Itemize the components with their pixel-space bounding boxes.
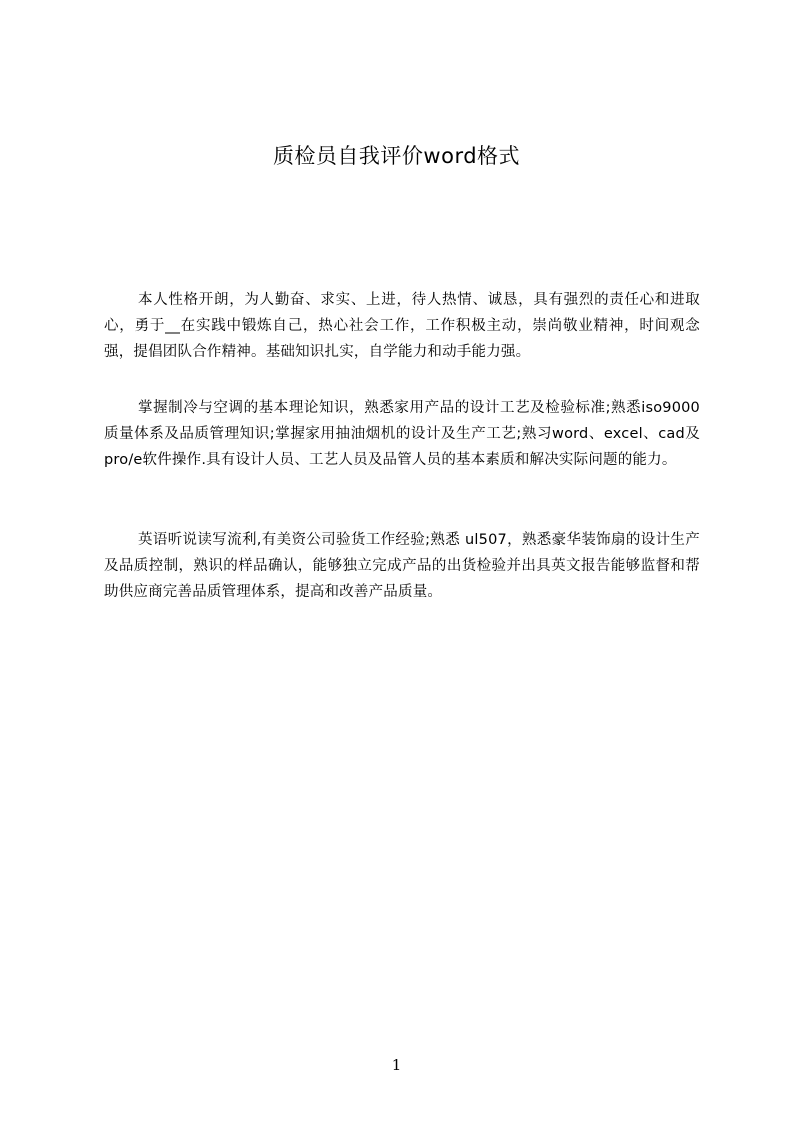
paragraph-experience: 英语听说读写流利,有美资公司验货工作经验;熟悉 ul507，熟悉豪华装饰扇的设计生产及品质控制，熟识的样品确认，能够独立完成产品的出货检验并出具英文报告能够监督和帮助供应商完善品质管理体系，提高和改善产品质量。 bbox=[104, 532, 700, 600]
paragraph-personality: 本人性格开朗，为人勤奋、求实、上进，待人热情、诚恳，具有强烈的责任心和进取心，勇于__在实践中锻炼自己，热心社会工作，工作积极主动，崇尚敬业精神，时间观念强，提倡团队合作精神。基础知识扎实，自学能力和动手能力强。 bbox=[104, 292, 700, 360]
page-number: 1 bbox=[391, 1056, 402, 1074]
document-title: 质检员自我评价word格式 bbox=[272, 144, 521, 168]
paragraph-skills: 掌握制冷与空调的基本理论知识，熟悉家用产品的设计工艺及检验标准;熟悉iso9000质量体系及品质管理知识;掌握家用抽油烟机的设计及生产工艺;熟习word、excel、cad及pro/e软件操作.具有设计人员、工艺人员及品管人员的基本素质和解决实际问题的能力。 bbox=[104, 400, 700, 468]
